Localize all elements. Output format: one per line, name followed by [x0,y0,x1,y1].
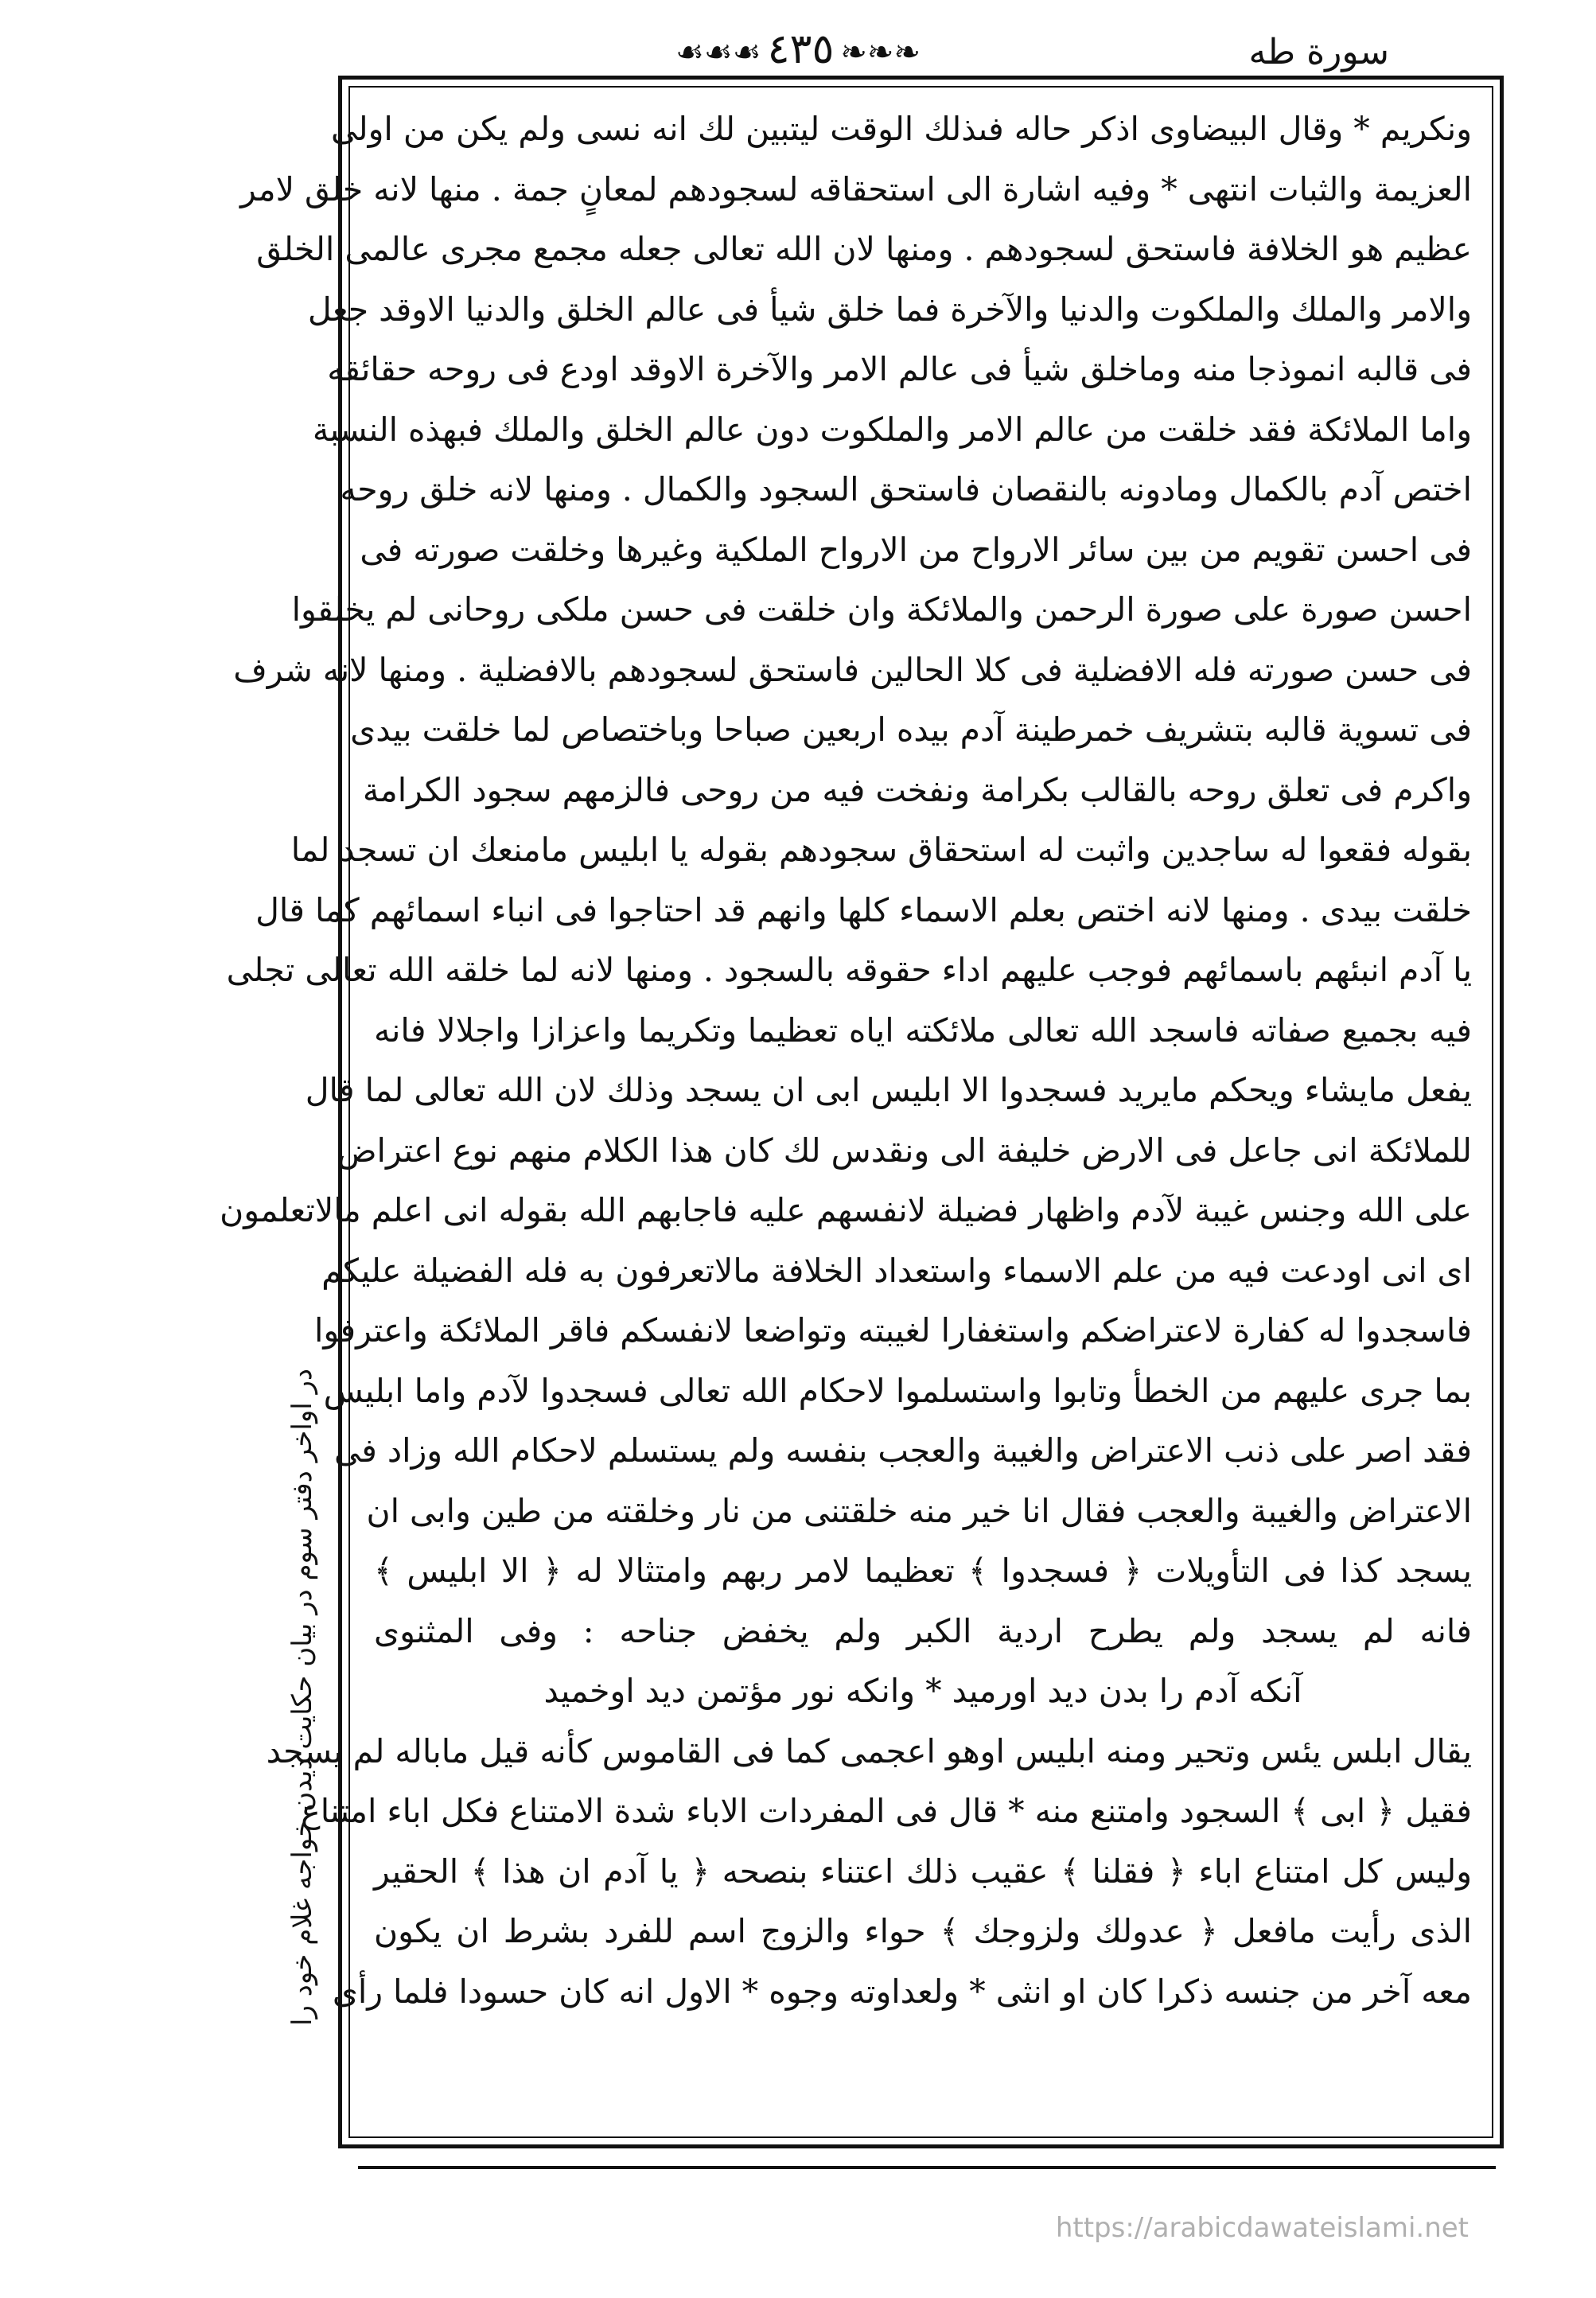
text-line: على الله وجنس غيبة لآدم واظهار فضيلة لانفسهم عليه فاجابهم الله بقوله انى اعلم مالاتعلمون [220,1191,1472,1229]
page-header [318,18,1389,81]
text-line: واكرم فى تعلق روحه بالقالب بكرامة ونفخت فيه من روحى فالزمهم سجود الكرامة [362,770,1472,809]
text-line: ونكريم * وقال البيضاوى اذكر حاله فىذلك الوقت ليتبين لك انه نسى ولم يكن من اولى [330,110,1472,148]
text-line: يا آدم انبئهم باسمائهم فوجب عليهم اداء حقوقه بالسجود . ومنها لانه لما خلقه الله تعالى تجلى [226,951,1472,989]
text-line: فيه بجميع صفاته فاسجد الله تعالى ملائكته اياه تعظيما وتكريما واعزازا واجلالا فانه [374,1011,1472,1050]
text-line: بما جرى عليهم من الخطأ وتابوا واستسلموا لاحكام الله تعالى فسجدوا لآدم واما ابليس [323,1371,1472,1410]
text-line: يقال ابلس يئس وتحير ومنه ابليس اوهو اعجمى كما فى القاموس كأنه قيل ماباله لم يسجد [266,1731,1472,1770]
watermark: https://arabicdawateislami.net [1055,2212,1469,2244]
text-line: الاعتراض والغيبة والعجب فقال انا خير منه خلقتنى من نار وخلقته من طين وابى ان [366,1491,1472,1530]
text-line: العزيمة والثبات انتهى * وفيه اشارة الى استحقاقه لسجودهم لمعانٍ جمة . منها لانه خلق لامر [240,169,1472,208]
text-line: اى انى اودعت فيه من علم الاسماء واستعداد الخلافة مالاتعرفون به فله الفضيلة عليكم [321,1251,1472,1290]
ornament-icon: ❧❧❧ [840,34,921,71]
text-line: فى احسن تقويم من بين سائر الارواح من الارواح الملكية وغيرها وخلقت صورته فى [360,530,1472,569]
frame-bottom-rule [358,2166,1496,2169]
text-line: للملائكة انى جاعل فى الارض خليفة الى ونقدس لك كان هذا الكلام منهم نوع اعتراض [337,1131,1472,1170]
text-line: اختص آدم بالكمال ومادونه بالنقصان فاستحق السجود والكمال . ومنها لانه خلق روحه [340,470,1472,508]
text-line: يفعل مايشاء ويحكم مايريد فسجدوا الا ابليس ابى ان يسجد وذلك لان الله تعالى لما قال [305,1071,1472,1109]
verse-line: آنكه آدم را بدن ديد اورميد * وانكه نور مؤتمن ديد اوخميد [543,1672,1302,1710]
text-line: فاسجدوا له كفارة لاعتراضكم واستغفارا لغيبته وتواضعا لانفسكم فاقر الملائكة واعترفوا [313,1311,1472,1350]
page-number: ٤٣٥ [767,25,835,73]
text-line: والامر والملك والملكوت والدنيا والآخرة فما خلق شيأ فى عالم الخلق والدنيا الاوقد جعل [307,290,1472,329]
page-number-block [669,25,927,73]
text-line: احسن صورة على صورة الرحمن والملائكة وان خلقت فى حسن ملكى روحانى لم يخلقوا [291,590,1472,629]
text-line: فقد اصر على ذنب الاعتراض والغيبة والعجب بنفسه ولم يستسلم لاحكام الله وزاد فى [334,1431,1472,1470]
text-line: بقوله فقعوا له ساجدين واثبت له استحقاق سجودهم بقوله يا ابليس مامنعك ان تسجد لما [290,831,1472,869]
text-line: خلقت بيدى . ومنها لانه اختص بعلم الاسماء كلها وانهم قد احتاجوا فى انباء اسمائهم كما قال [255,890,1472,929]
text-line: فقيل ﴿ ابى ﴾ السجود وامتنع منه * قال فى المفردات الاباء شدة الامتناع فكل اباء امتناع [301,1792,1472,1830]
surah-name: سورة طه [1248,32,1389,72]
text-line: فانه لم يسجد ولم يطرح اردية الكبر ولم يخفض جناحه : وفى المثنوى [374,1611,1472,1650]
margin-note: در اواخر دفتر سوم در بيان حكايت ديدن خواجه غلام خود را [286,1369,318,2027]
text-line: وليس كل امتناع اباء ﴿ فقلنا ﴾ عقيب ذلك اعتناء بنصحه ﴿ يا آدم ان هذا ﴾ الحقير [374,1852,1472,1891]
text-line: فى تسوية قالبه بتشريف خمرطينة آدم بيده اربعين صباحا وباختصاص لما خلقت بيدى [350,711,1472,749]
text-line: فى حسن صورته فله الافضلية فى كلا الحالين فاستحق لسجودهم بالافضلية . ومنها لانه شرف [233,650,1472,689]
text-line: فى قالبه انموذجا منه وماخلق شيأ فى عالم الامر والآخرة الاوقد اودع فى روحه حقائقه [327,350,1472,388]
text-line: يسجد كذا فى التأويلات ﴿ فسجدوا ﴾ تعظيما لامر ربهم وامتثالا له ﴿ الا ابليس ﴾ [374,1552,1472,1590]
ornament-icon: ☙☙☙ [675,34,761,71]
text-line: عظيم هو الخلافة فاستحق لسجودهم . ومنها لان الله تعالى جعله مجمع مجرى عالمى الخلق [256,230,1472,268]
text-line: معه آخر من جنسه ذكرا كان او انثى * ولعداوته وجوه * الاول انه كان حسودا فلما رأى [332,1972,1472,2011]
text-line: الذى رأيت مافعل ﴿ عدولك ولزوجك ﴾ حواء والزوج اسم للفرد بشرط ان يكون [374,1912,1472,1950]
text-line: واما الملائكة فقد خلقت من عالم الامر والملكوت دون عالم الخلق والملك فبهذه النسبة [312,410,1472,449]
